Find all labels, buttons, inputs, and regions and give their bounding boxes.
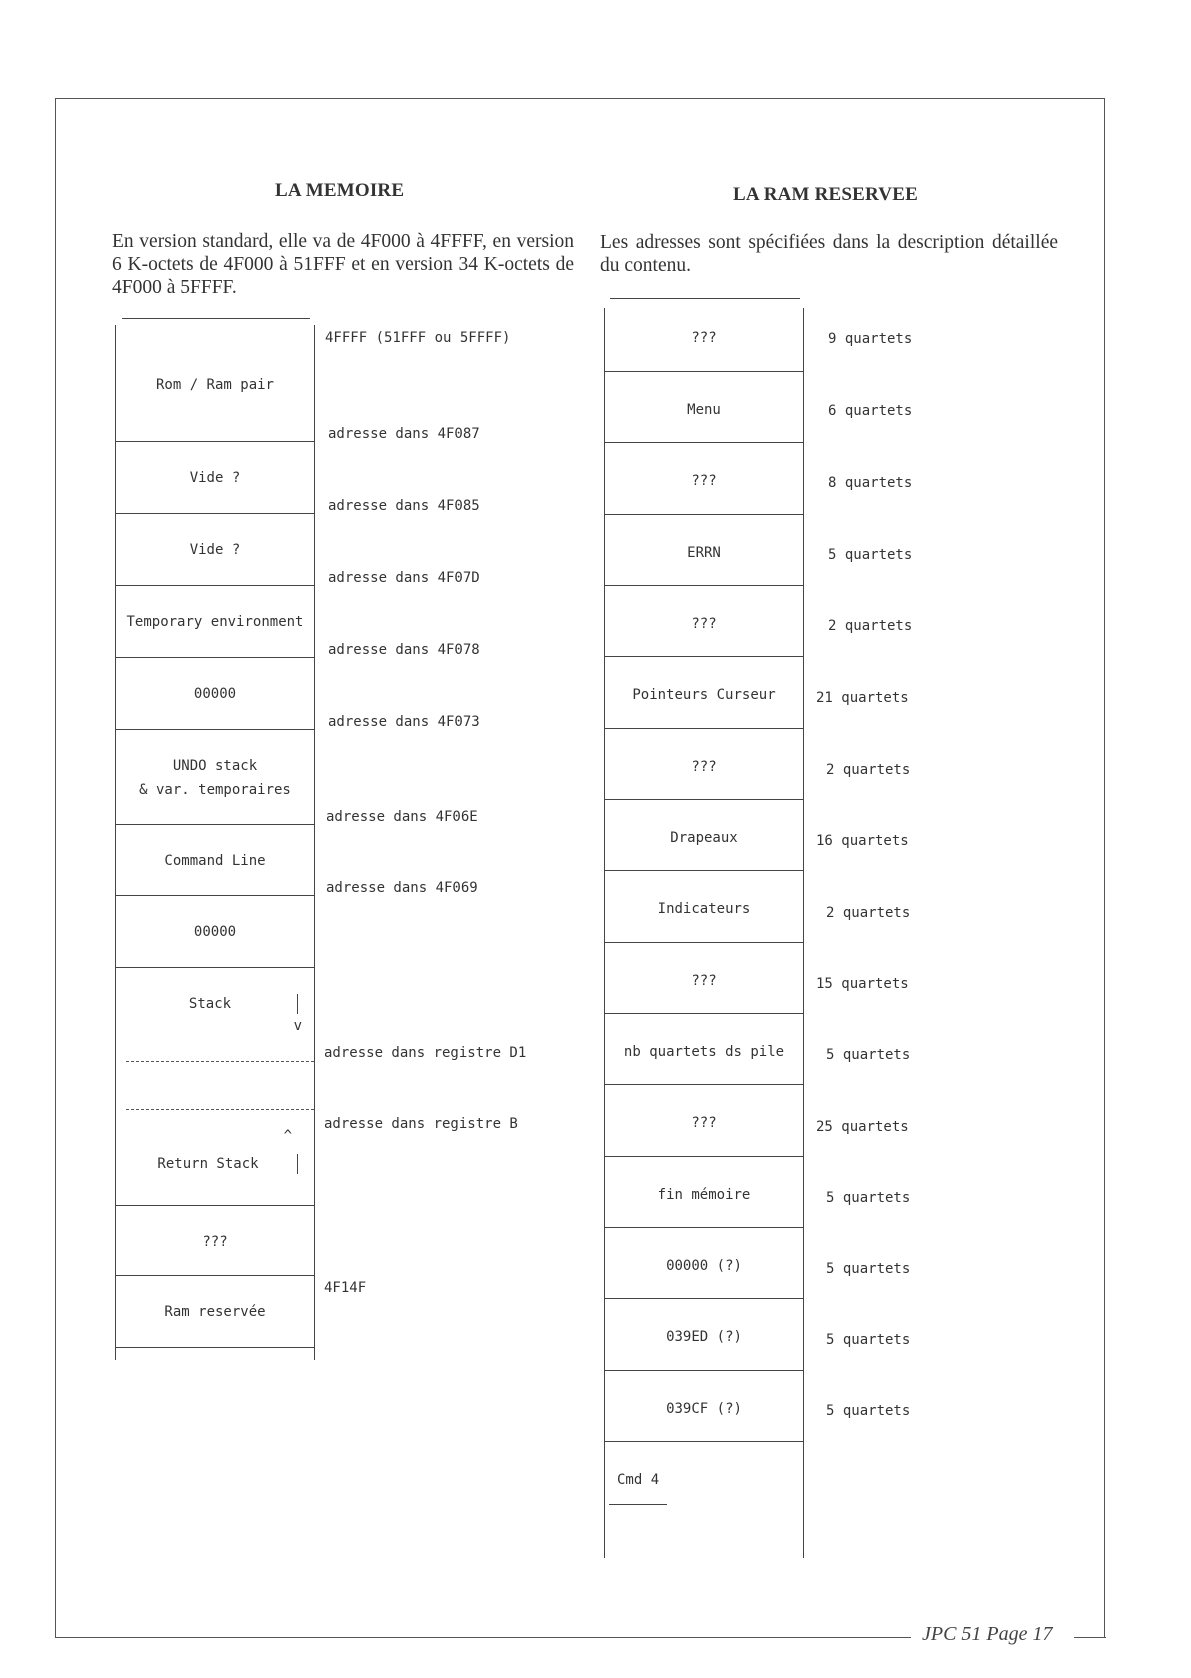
ram-block — [605, 871, 803, 943]
size-label: 16 quartets — [816, 833, 909, 849]
address-label: adresse dans registre D1 — [324, 1045, 527, 1061]
address-label: adresse dans 4F085 — [328, 498, 480, 514]
ram-block — [605, 657, 803, 729]
memory-block — [116, 658, 314, 730]
block-label: Drapeaux — [670, 830, 738, 846]
block-label: Vide ? — [189, 542, 241, 558]
address-label: adresse dans 4F069 — [326, 880, 478, 896]
block-label: ??? — [691, 616, 717, 632]
return-stack-arrow-shaft — [297, 1154, 298, 1174]
memory-block-return-stack — [116, 1110, 314, 1206]
ram-block — [605, 372, 803, 443]
size-label: 8 quartets — [828, 475, 913, 491]
block-label-line2: & var. temporaires — [139, 782, 291, 798]
size-label: 5 quartets — [826, 1332, 911, 1348]
block-label: Menu — [687, 402, 721, 418]
cmd4-underline — [609, 1484, 667, 1505]
memory-block — [116, 1276, 314, 1348]
block-label: 00000 — [193, 686, 237, 702]
block-label: Command Line — [164, 853, 266, 869]
stack-arrow-down-icon: v — [293, 1018, 302, 1034]
block-label: Ram reservée — [164, 1304, 266, 1320]
size-label: 2 quartets — [828, 618, 913, 634]
memory-map — [115, 325, 315, 1360]
reserved-ram-intro: Les adresses sont spécifiées dans la description détaillée du contenu. — [600, 232, 1058, 276]
memory-block — [116, 325, 314, 442]
block-label: Pointeurs Curseur — [632, 687, 776, 703]
memory-top-address: 4FFFF (51FFF ou 5FFFF) — [325, 330, 511, 346]
block-label: Cmd 4 — [617, 1472, 660, 1488]
memory-block — [116, 896, 314, 968]
block-label: Rom / Ram pair — [155, 377, 274, 393]
return-stack-arrow-up-icon: ^ — [283, 1128, 292, 1144]
ram-block — [605, 1228, 803, 1299]
size-label: 21 quartets — [816, 690, 909, 706]
size-label: 5 quartets — [826, 1190, 911, 1206]
footer-rule-right — [1074, 1637, 1106, 1638]
reserved-ram-title: LA RAM RESERVEE — [733, 184, 918, 205]
ram-block — [605, 1299, 803, 1371]
ram-block — [605, 1014, 803, 1085]
block-label: Indicateurs — [657, 901, 751, 917]
block-label: 00000 (?) — [666, 1258, 742, 1274]
size-label: 6 quartets — [828, 403, 913, 419]
memory-intro: En version standard, elle va de 4F000 à 4FFFF, en version 6 K-octets de 4F000 à 51FFF et en version 34 K-octets de 4F000 à 5FFFF. — [112, 231, 574, 298]
reserved-map-top — [610, 298, 800, 299]
address-label: 4F14F — [324, 1280, 367, 1296]
block-label: 00000 — [193, 924, 237, 940]
block-label: ??? — [202, 1234, 228, 1250]
ram-block-cmd4 — [605, 1442, 803, 1558]
address-label: adresse dans 4F073 — [328, 714, 480, 730]
memory-block-stack — [126, 968, 314, 1062]
size-label: 5 quartets — [826, 1047, 911, 1063]
ram-block — [605, 1157, 803, 1228]
size-label: 5 quartets — [826, 1403, 911, 1419]
ram-block — [605, 443, 803, 515]
ram-block — [605, 1085, 803, 1157]
address-label: adresse dans 4F078 — [328, 642, 480, 658]
size-label: 25 quartets — [816, 1119, 909, 1135]
ram-block — [605, 943, 803, 1014]
ram-block — [605, 729, 803, 800]
footer-rule — [55, 1637, 911, 1638]
size-label: 2 quartets — [826, 905, 911, 921]
memory-block-free — [126, 1062, 314, 1110]
stack-arrow-shaft — [297, 994, 298, 1014]
memory-block — [116, 586, 314, 658]
block-label: Vide ? — [189, 470, 241, 486]
memory-block — [116, 442, 314, 514]
ram-block — [605, 1371, 803, 1442]
memory-block — [116, 1206, 314, 1276]
block-label: ??? — [691, 759, 717, 775]
size-label: 5 quartets — [828, 547, 913, 563]
size-label: 2 quartets — [826, 762, 911, 778]
block-label: Temporary environment — [126, 614, 304, 630]
address-label: adresse dans registre B — [324, 1116, 518, 1132]
block-label: 039CF (?) — [666, 1401, 742, 1417]
size-label: 9 quartets — [828, 331, 913, 347]
size-label: 15 quartets — [816, 976, 909, 992]
memory-map-top — [122, 318, 310, 319]
block-label: Stack — [188, 996, 232, 1012]
address-label: adresse dans 4F087 — [328, 426, 480, 442]
block-label: nb quartets ds pile — [623, 1044, 785, 1060]
block-label: UNDO stack — [172, 758, 258, 774]
block-label: 039ED (?) — [666, 1329, 742, 1345]
reserved-ram-map — [604, 308, 804, 1558]
ram-block — [605, 515, 803, 586]
ram-block — [605, 308, 803, 372]
block-label: ??? — [691, 473, 717, 489]
block-label: ??? — [691, 1115, 717, 1131]
address-label: adresse dans 4F06E — [326, 809, 478, 825]
ram-block — [605, 800, 803, 871]
size-label: 5 quartets — [826, 1261, 911, 1277]
block-label: ERRN — [687, 545, 721, 561]
ram-block — [605, 586, 803, 657]
address-label: adresse dans 4F07D — [328, 570, 480, 586]
block-label: fin mémoire — [657, 1187, 751, 1203]
block-label: Return Stack — [157, 1156, 259, 1172]
memory-title: LA MEMOIRE — [275, 180, 405, 201]
memory-block — [116, 730, 314, 825]
block-label: ??? — [691, 973, 717, 989]
memory-block — [116, 825, 314, 896]
memory-block — [116, 514, 314, 586]
page-footer: JPC 51 Page 17 — [922, 1623, 1053, 1645]
block-label: ??? — [691, 330, 717, 346]
